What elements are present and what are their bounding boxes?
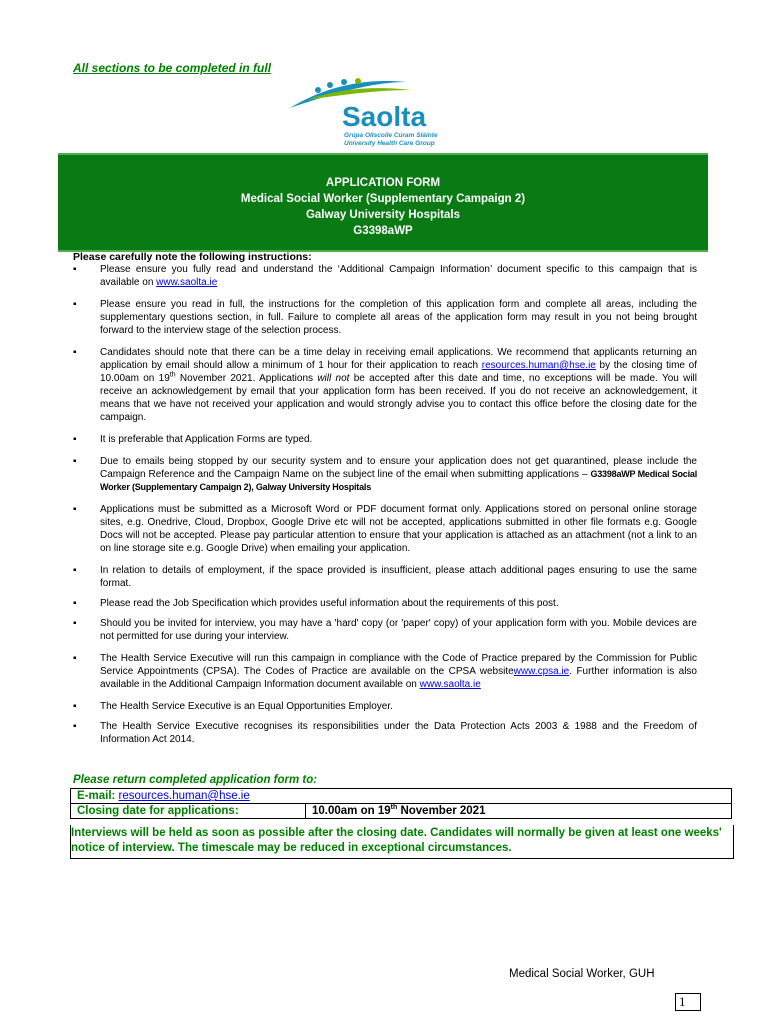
list-item: ▪ The Health Service Executive is an Equal Opportunities Employer. — [73, 700, 697, 713]
form-header — [58, 153, 708, 252]
cpsa-link[interactable]: www.cpsa.ie — [513, 666, 570, 677]
page-number: 1 — [675, 993, 701, 1011]
logo-subtitle-2: University Health Care Group — [344, 140, 435, 147]
list-item: ▪ The Health Service Executive will run this campaign in compliance with the Code of Practice prepared by the Commission for Public Service Appointments (CPSA). The Codes of Practice are available on the CPSA websitewww.cpsa.ie. Further information is also available in the Additional Campaign Information document available on www.saolta.ie — [73, 652, 697, 691]
location: Galway University Hospitals — [305, 209, 461, 221]
closing-label-cell: Closing date for applications: — [71, 804, 306, 819]
list-item: ▪ Should you be invited for interview, you may have a 'hard' copy (or 'paper' copy) of your application form with you. Mobile devices are not permitted for use during your interview. — [73, 617, 697, 643]
list-item: ▪ In relation to details of employment, if the space provided is insufficient, please attach additional pages ensuring to use the same format. — [73, 564, 697, 590]
closing-date-cell: 10.00am on 19th November 2021 — [306, 804, 732, 819]
logo-subtitle-1: Grúpa Ollscoile Cúram Sláinte — [344, 132, 438, 139]
instructions-list — [73, 263, 697, 753]
return-email-link[interactable]: resources.human@hse.ie — [118, 790, 250, 802]
list-item: ▪ Please ensure you fully read and understand the ‘Additional Campaign Information’ document specific to this campaign that is available on www.saolta.ie — [73, 263, 697, 289]
list-item: ▪ Candidates should note that there can be a time delay in receiving email applications. We recommend that applicants returning an application by email should allow a minimum of 1 hour for their application to reach resources.human@hse.ie by the closing time of 10.00am on 19th November 2021. Applications will not be accepted after this date and time, no exceptions will be made. You will receive an acknowledgement by email that your application form has been received. If you do not receive an acknowledgement, it means that we have not received your application and would strongly advise you to contact this office before the closing date for the campaign. — [73, 346, 697, 424]
list-item: ▪ Applications must be submitted as a Microsoft Word or PDF document format only. Applications stored on personal online storage sites, e.g. Onedrive, Cloud, Dropbox, Google Drive etc will not be accepted, applications submitted in other file formats e.g. Google Docs will not be accepted. Please pay particular attention to ensure that your application is attached as an attachment (not a link to an on line storage site e.g. Google Drive) when emailing your application. — [73, 503, 697, 555]
list-item: ▪ The Health Service Executive recognises its responsibilities under the Data Protection Acts 2003 & 1988 and the Freedom of Information Act 2014. — [73, 720, 697, 746]
logo-name: Saolta — [342, 101, 427, 132]
email-link[interactable]: resources.human@hse.ie — [481, 360, 596, 371]
saolta-link[interactable]: www.saolta.ie — [156, 277, 218, 288]
list-item: ▪ Please ensure you read in full, the instructions for the completion of this application form and complete all areas, including the supplementary questions section, in full. Failure to complete all areas of the application form may result in you not being brought forward to the interview stage of the selection process. — [73, 298, 697, 337]
list-item: ▪ Due to emails being stopped by our security system and to ensure your application does not get quarantined, please include the Campaign Reference and the Campaign Name on the subject line of the email when submitting applications – G3398aWP Medical Social Worker (Supplementary Campaign 2), Galway University Hospitals — [73, 455, 697, 494]
footer-label: Medical Social Worker, GUH — [509, 968, 655, 980]
top-note: All sections to be completed in full — [73, 61, 272, 75]
interviews-note: Interviews will be held as soon as possible after the closing date. Candidates will normally be given at least one weeks' notice of interview. The timescale may be reduced in exceptional circumstances. — [70, 825, 734, 859]
email-row: E-mail: resources.human@hse.ie — [71, 789, 732, 804]
list-item: ▪ Please read the Job Specification which provides useful information about the requirements of this post. — [73, 597, 697, 610]
position-title: Medical Social Worker (Supplementary Campaign 2) — [240, 193, 526, 205]
saolta-logo — [286, 78, 476, 148]
reference-code: G3398aWP — [353, 225, 413, 237]
saolta-link-2[interactable]: www.saolta.ie — [419, 679, 481, 690]
instructions-title: Please carefully note the following instructions: — [73, 251, 312, 263]
form-title: APPLICATION FORM — [325, 177, 441, 189]
return-title: Please return completed application form to: — [73, 774, 318, 786]
return-table — [70, 788, 732, 819]
list-item: ▪ It is preferable that Application Forms are typed. — [73, 433, 697, 446]
